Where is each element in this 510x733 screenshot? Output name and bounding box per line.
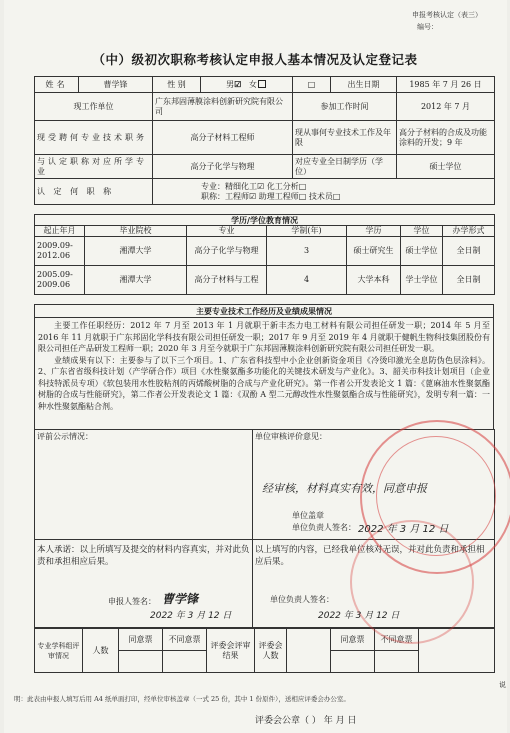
work-start-value: 2012 年 7 月 (397, 93, 495, 121)
unit-head-sign-label: 单位负责人签名： (270, 595, 334, 604)
edu-cell: 全日制 (443, 237, 495, 266)
edu-cell: 湘潭大学 (85, 266, 187, 295)
applicant-sign-date: 2022 年 3 月 12 日 (150, 611, 232, 621)
edu-cell: 全日制 (443, 266, 495, 295)
gender-field: 男☑ 女 (201, 77, 293, 93)
achievements-section-title: 主要专业技术工作经历及业绩成果情况 (35, 305, 494, 318)
group-disagree-value (163, 651, 207, 673)
applicant-name: 曹学锋 (79, 77, 153, 93)
footnote: 明：此表由申报人填写后用 A4 纸单面打印，经单位审核盖章（一式 25 份，其中 1 份原件），送相应评委会办公室。 (14, 695, 350, 703)
achievements-table (34, 304, 494, 430)
work-start-label: 参加工作时间 (293, 93, 397, 121)
unit-head-sign-date: 2022 年 3 月 12 日 (318, 611, 400, 621)
results-paragraph: 业绩成果有以下：主要参与了以下三个项目。1、广东省科技型中小企业创新资金项目《冷烫印激光全息防伪色层涂料》。2、广东省省级科技计划（产学研合作）项目《水性聚氨酯多功能化的关键技术研发与产业化》。3、韶关市科技计划项目（企业科技特派员专项）《软包装用水性胶粘剂的丙烯酸树脂的合成与产业化研究》。第一作者公开发表论文 1 篇：《蓖麻油水性聚氨酯树脂的合成与性能研究》，第二作者公开发表论文 1 篇：《双酚 A 型二元醇改性水性聚氨酯合成与性能研究》，发明专利一篇：一种水性聚氨酯粘合剂。 (38, 355, 490, 411)
edu-cell: 3 (267, 237, 347, 266)
table-row (35, 237, 495, 266)
position-value: 高分子材料工程师 (153, 121, 293, 155)
edu-cell: 大学本科 (347, 266, 401, 295)
unit-opinion-label: 单位审核评价意见： (255, 432, 327, 441)
committee-disagree-value (375, 651, 419, 673)
head-sign-date: 2022 年 3 月 12 日 (358, 524, 449, 535)
education-table (34, 214, 495, 295)
edu-header-degree: 学位 (401, 226, 443, 237)
edu-header-mode: 办学形式 (443, 226, 495, 237)
rank-options: 职称：工程师☑ 助理工程师□ 技术员□ (201, 191, 341, 201)
unit-opinion-handwriting: 经审核，材料真实有效，同意申报 (262, 482, 427, 495)
form-code: 申报考核认定（表三） (412, 11, 482, 19)
title-label: 认 定 何 职 称 (35, 179, 153, 205)
edu-header-major: 专业 (187, 226, 267, 237)
unit-value: 广东邦固薄膜涂料创新研究院有限公司 (153, 93, 293, 121)
major-options: 专业：精细化工☑ 化工分析□ (201, 181, 307, 191)
unit-promise: 以上填写的内容，已经我单位核对无误，并对此负责和承担相应后果。 (255, 545, 485, 567)
edu-header-degree-level: 学历 (347, 226, 401, 237)
side-note-char: 说 (499, 681, 506, 689)
applicant-promise: 本人承诺：以上所填写及提交的材料内容真实，并对此负责和承担相应后果。 (37, 545, 250, 567)
head-sign-label: 单位负责人签名： (292, 523, 356, 532)
unit-stamp-label: 单位盖章 (292, 511, 324, 520)
edu-header-years: 学制(年) (267, 226, 347, 237)
committee-people-value (287, 629, 331, 673)
edu-cell: 湘潭大学 (85, 237, 187, 266)
public-notice-cell (35, 430, 253, 540)
basic-info-table (34, 76, 495, 205)
edu-cell: 高分子材料与工程 (187, 266, 267, 295)
gender-label: 性 别 (153, 77, 201, 93)
second-seal-stamp (350, 520, 474, 644)
edu-header-period: 起止年月 (35, 226, 85, 237)
related-major-value: 高分子化学与物理 (153, 155, 293, 179)
page-title: （中）级初次职称考核认定申报人基本情况及认定登记表 (92, 52, 418, 67)
education-section-title: 学历/学位教育情况 (35, 215, 495, 226)
committee-disagree-label: 不同意票 (375, 629, 419, 651)
group-people-label: 人数 (83, 629, 119, 673)
edu-cell: 高分子化学与物理 (187, 237, 267, 266)
edu-cell: 硕士学位 (401, 237, 443, 266)
edu-value: 硕士学位 (397, 155, 495, 179)
applicant-signature: 曹学锋 (162, 592, 199, 606)
current-field-value: 高分子材料的合成及功能涂料的开发；9 年 (397, 121, 495, 155)
work-history-paragraph: 主要工作任职经历：2012 年 7 月至 2013 年 1 月就职于新丰杰力电工材料有限公司担任研发一职；2014 年 5 月至 2016 年 11 月就职于广东邦固化学科技有限公司担任研发一职；2017 年 9 月至 2019 年 4 月就职于健帆生物科技集团股份有限公司担任产品研发工程师一职；2020 年 3 月至今就职于广东邦固薄膜涂料创新研究院有限公司担任研发一职。 (38, 321, 490, 353)
applicant-sign-label: 申报人签名： (108, 597, 156, 606)
serial-label: 编号： (417, 23, 438, 31)
achievements-body (35, 318, 494, 430)
committee-agree-label: 同意票 (331, 629, 375, 651)
committee-result-label: 评委会评审结果 (207, 629, 255, 673)
edu-cell: 4 (267, 266, 347, 295)
name-label: 姓名 (35, 77, 79, 93)
group-agree-value (119, 651, 163, 673)
committee-agree-value (331, 651, 375, 673)
group-disagree-label: 不同意票 (163, 629, 207, 651)
photo-box: □ (293, 77, 331, 93)
edu-label: 对应专业全日制学历（学位） (293, 155, 397, 179)
title-options (153, 179, 495, 205)
committee-people-label: 评委会人数 (255, 629, 287, 673)
position-label: 现受聘何专业技术职务 (35, 121, 153, 155)
committee-seal-footer: 评委会公章（ ） 年 月 日 (255, 716, 357, 726)
table-row (35, 266, 495, 295)
edu-cell: 2009.09-2012.06 (35, 237, 85, 266)
edu-header-school: 毕业院校 (85, 226, 187, 237)
edu-cell: 硕士研究生 (347, 237, 401, 266)
birth-date: 1985 年 7 月 26 日 (397, 77, 495, 93)
current-field-label: 现从事何专业技术工作及年限 (293, 121, 397, 155)
group-review-label: 专业学科组评审情况 (35, 629, 83, 673)
edu-cell: 学士学位 (401, 266, 443, 295)
edu-cell: 2005.09-2009.06 (35, 266, 85, 295)
public-notice-label: 评前公示情况： (37, 432, 93, 441)
unit-label: 现工作单位 (35, 93, 153, 121)
related-major-label: 与认定职称对应所学专业 (35, 155, 153, 179)
birth-label: 出生日期 (331, 77, 397, 93)
group-agree-label: 同意票 (119, 629, 163, 651)
